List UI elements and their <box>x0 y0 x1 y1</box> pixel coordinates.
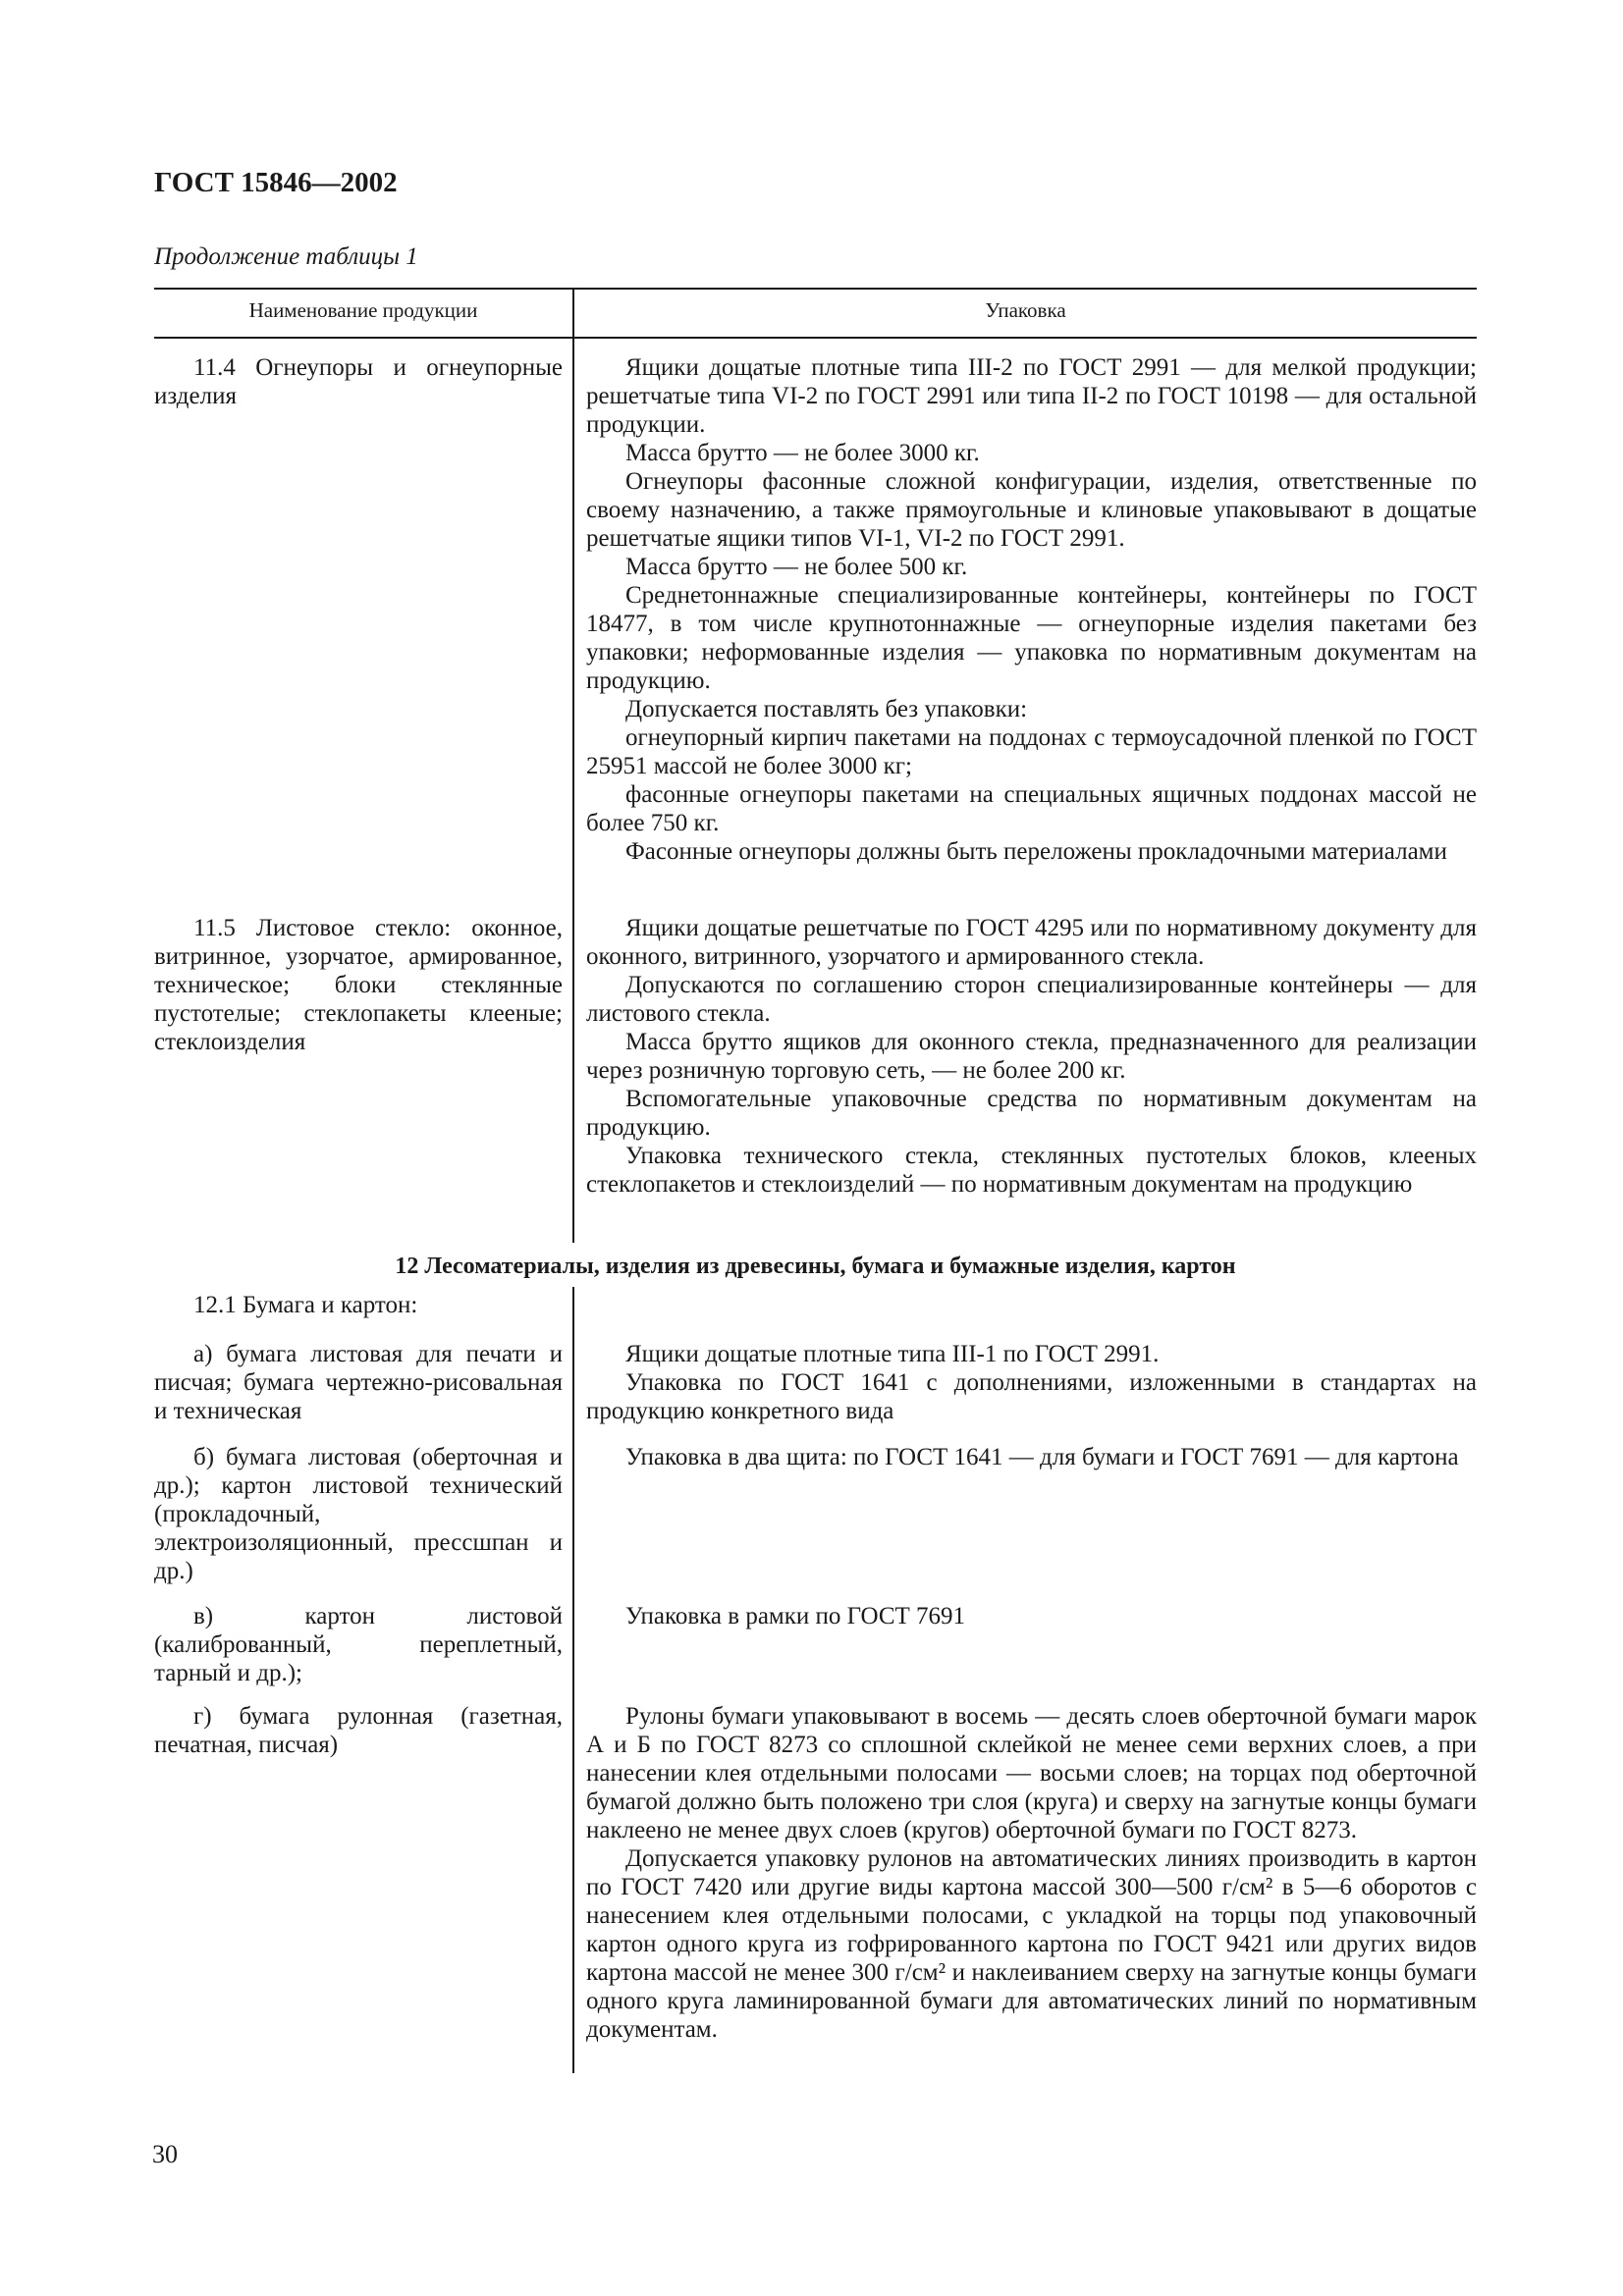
column-header-product: Наименование продукции <box>248 298 478 322</box>
page-number: 30 <box>152 2140 178 2168</box>
packaging-paragraph: Упаковка технического стекла, стеклянных пустотелых блоков, клееных стеклопакетов и стеклоизделий — по нормативным документам на продукцию <box>586 1143 1477 1198</box>
packaging-paragraph: Допускается поставлять без упаковки: <box>625 696 1028 722</box>
packaging-paragraph: Огнеупоры фасонные сложной конфигурации, изделия, ответственные по своему назначению, а также прямоугольные и клиновые упаковывают в дощатые решетчатые ящики типов VI-1, VI-2 по ГОСТ 2991. <box>586 468 1477 552</box>
packaging-cell <box>586 1443 1477 1471</box>
packaging-paragraph: Масса брутто — не более 3000 кг. <box>625 440 980 466</box>
table-top-rule <box>154 288 1477 290</box>
product-name: б) бумага листовая (оберточная и др.); картон листовой технический (прокладочный, электроизоляционный, прессшпан и др.) <box>154 1444 563 1584</box>
packaging-paragraph: Упаковка по ГОСТ 1641 с дополнениями, изложенными в стандартах на продукцию конкретного вида <box>586 1369 1477 1424</box>
packaging-cell <box>586 353 1477 866</box>
packaging-cell <box>586 1702 1477 2044</box>
product-cell <box>154 1602 563 1687</box>
packaging-paragraph: фасонные огнеупоры пакетами на специальных ящичных поддонах массой не более 750 кг. <box>586 781 1477 836</box>
product-cell <box>154 1702 563 1759</box>
packaging-paragraph: Ящики дощатые решетчатые по ГОСТ 4295 или по нормативному документу для оконного, витринного, узорчатого и армированного стекла. <box>586 915 1477 970</box>
packaging-paragraph: Допускается упаковку рулонов на автоматических линиях производить в картон по ГОСТ 7420 или другие виды картона массой 300—500 г/см² в 5—6 оборотов с нанесением клея отдельными полосами, с укладкой на торцы под упаковочный картон одного круга из гофрированного картона по ГОСТ 9421 или других видов картона массой не менее 300 г/см² и наклеиванием сверху на загнутые концы бумаги одного круга ламинированной бумаги для автоматических линий по нормативным документам. <box>586 1845 1477 2043</box>
packaging-table <box>154 288 1477 2074</box>
packaging-cell <box>586 914 1477 1199</box>
product-cell <box>154 914 563 1056</box>
packaging-paragraph: Ящики дощатые плотные типа III-1 по ГОСТ 2991. <box>625 1341 1160 1367</box>
column-header-packaging: Упаковка <box>985 298 1066 322</box>
packaging-paragraph: Среднетоннажные специализированные контейнеры, контейнеры по ГОСТ 18477, в том числе крупнотоннажные — огнеупорные изделия пакетами без упаковки; неформованные изделия — упаковка по нормативным документам на продукцию. <box>586 582 1477 694</box>
packaging-cell <box>586 1340 1477 1425</box>
section-heading: 12 Лесоматериалы, изделия из древесины, бумага и бумажные изделия, картон <box>395 1254 1236 1279</box>
product-name: а) бумага листовая для печати и писчая; бумага чертежно-рисовальная и техническая <box>154 1341 563 1424</box>
product-name: 11.5 Листовое стекло: оконное, витринное, узорчатое, армированное, техническое; блоки стеклянные пустотелые; стеклопакеты клееные; стеклоизделия <box>154 915 563 1055</box>
product-cell <box>154 1340 563 1425</box>
product-name: 11.4 Огнеупоры и огнеупорные изделия <box>154 354 563 409</box>
packaging-paragraph: Фасонные огнеупоры должны быть переложены прокладочными материалами <box>625 838 1447 865</box>
table-caption: Продолжение таблицы 1 <box>154 243 418 270</box>
packaging-paragraph: Масса брутто ящиков для оконного стекла, предназначенного для реализации через розничную торговую сеть, — не более 200 кг. <box>586 1029 1477 1084</box>
packaging-paragraph: Упаковка в рамки по ГОСТ 7691 <box>625 1603 966 1629</box>
product-name: 12.1 Бумага и картон: <box>193 1292 418 1318</box>
product-name: г) бумага рулонная (газетная, печатная, писчая) <box>154 1703 563 1758</box>
packaging-cell <box>586 1602 1477 1630</box>
packaging-paragraph: Допускаются по соглашению сторон специализированные контейнеры — для листового стекла. <box>586 972 1477 1027</box>
packaging-paragraph: Упаковка в два щита: по ГОСТ 1641 — для бумаги и ГОСТ 7691 — для картона <box>625 1444 1459 1470</box>
packaging-paragraph: огнеупорный кирпич пакетами на поддонах с термоусадочной пленкой по ГОСТ 25951 массой не более 3000 кг; <box>586 724 1477 779</box>
column-divider <box>572 337 574 1243</box>
packaging-paragraph: Ящики дощатые плотные типа III-2 по ГОСТ 2991 — для мелкой продукции; решетчатые типа VI-2 по ГОСТ 2991 или типа II-2 по ГОСТ 10198 — для остальной продукции. <box>586 354 1477 438</box>
table-header-rule <box>154 337 1477 339</box>
document-header: ГОСТ 15846—2002 <box>154 167 398 198</box>
product-cell <box>154 1443 563 1585</box>
product-name: в) картон листовой (калиброванный, переплетный, тарный и др.); <box>154 1603 563 1686</box>
product-cell <box>154 1291 563 1319</box>
product-cell <box>154 353 563 410</box>
packaging-paragraph: Вспомогательные упаковочные средства по нормативным документам на продукцию. <box>586 1086 1477 1141</box>
packaging-paragraph: Рулоны бумаги упаковывают в восемь — десять слоев оберточной бумаги марок А и Б по ГОСТ 8273 со сплошной склейкой не менее семи верхних слоев, а при нанесении клея отдельными полосами — восьми слоев; на торцах под оберточной бумагой должно быть положено три слоя (круга) и сверху на загнутые концы бумаги наклеено не менее двух слоев (кругов) оберточной бумаги по ГОСТ 8273. <box>586 1703 1477 1843</box>
packaging-paragraph: Масса брутто — не более 500 кг. <box>625 554 968 580</box>
column-divider <box>572 1287 574 2073</box>
